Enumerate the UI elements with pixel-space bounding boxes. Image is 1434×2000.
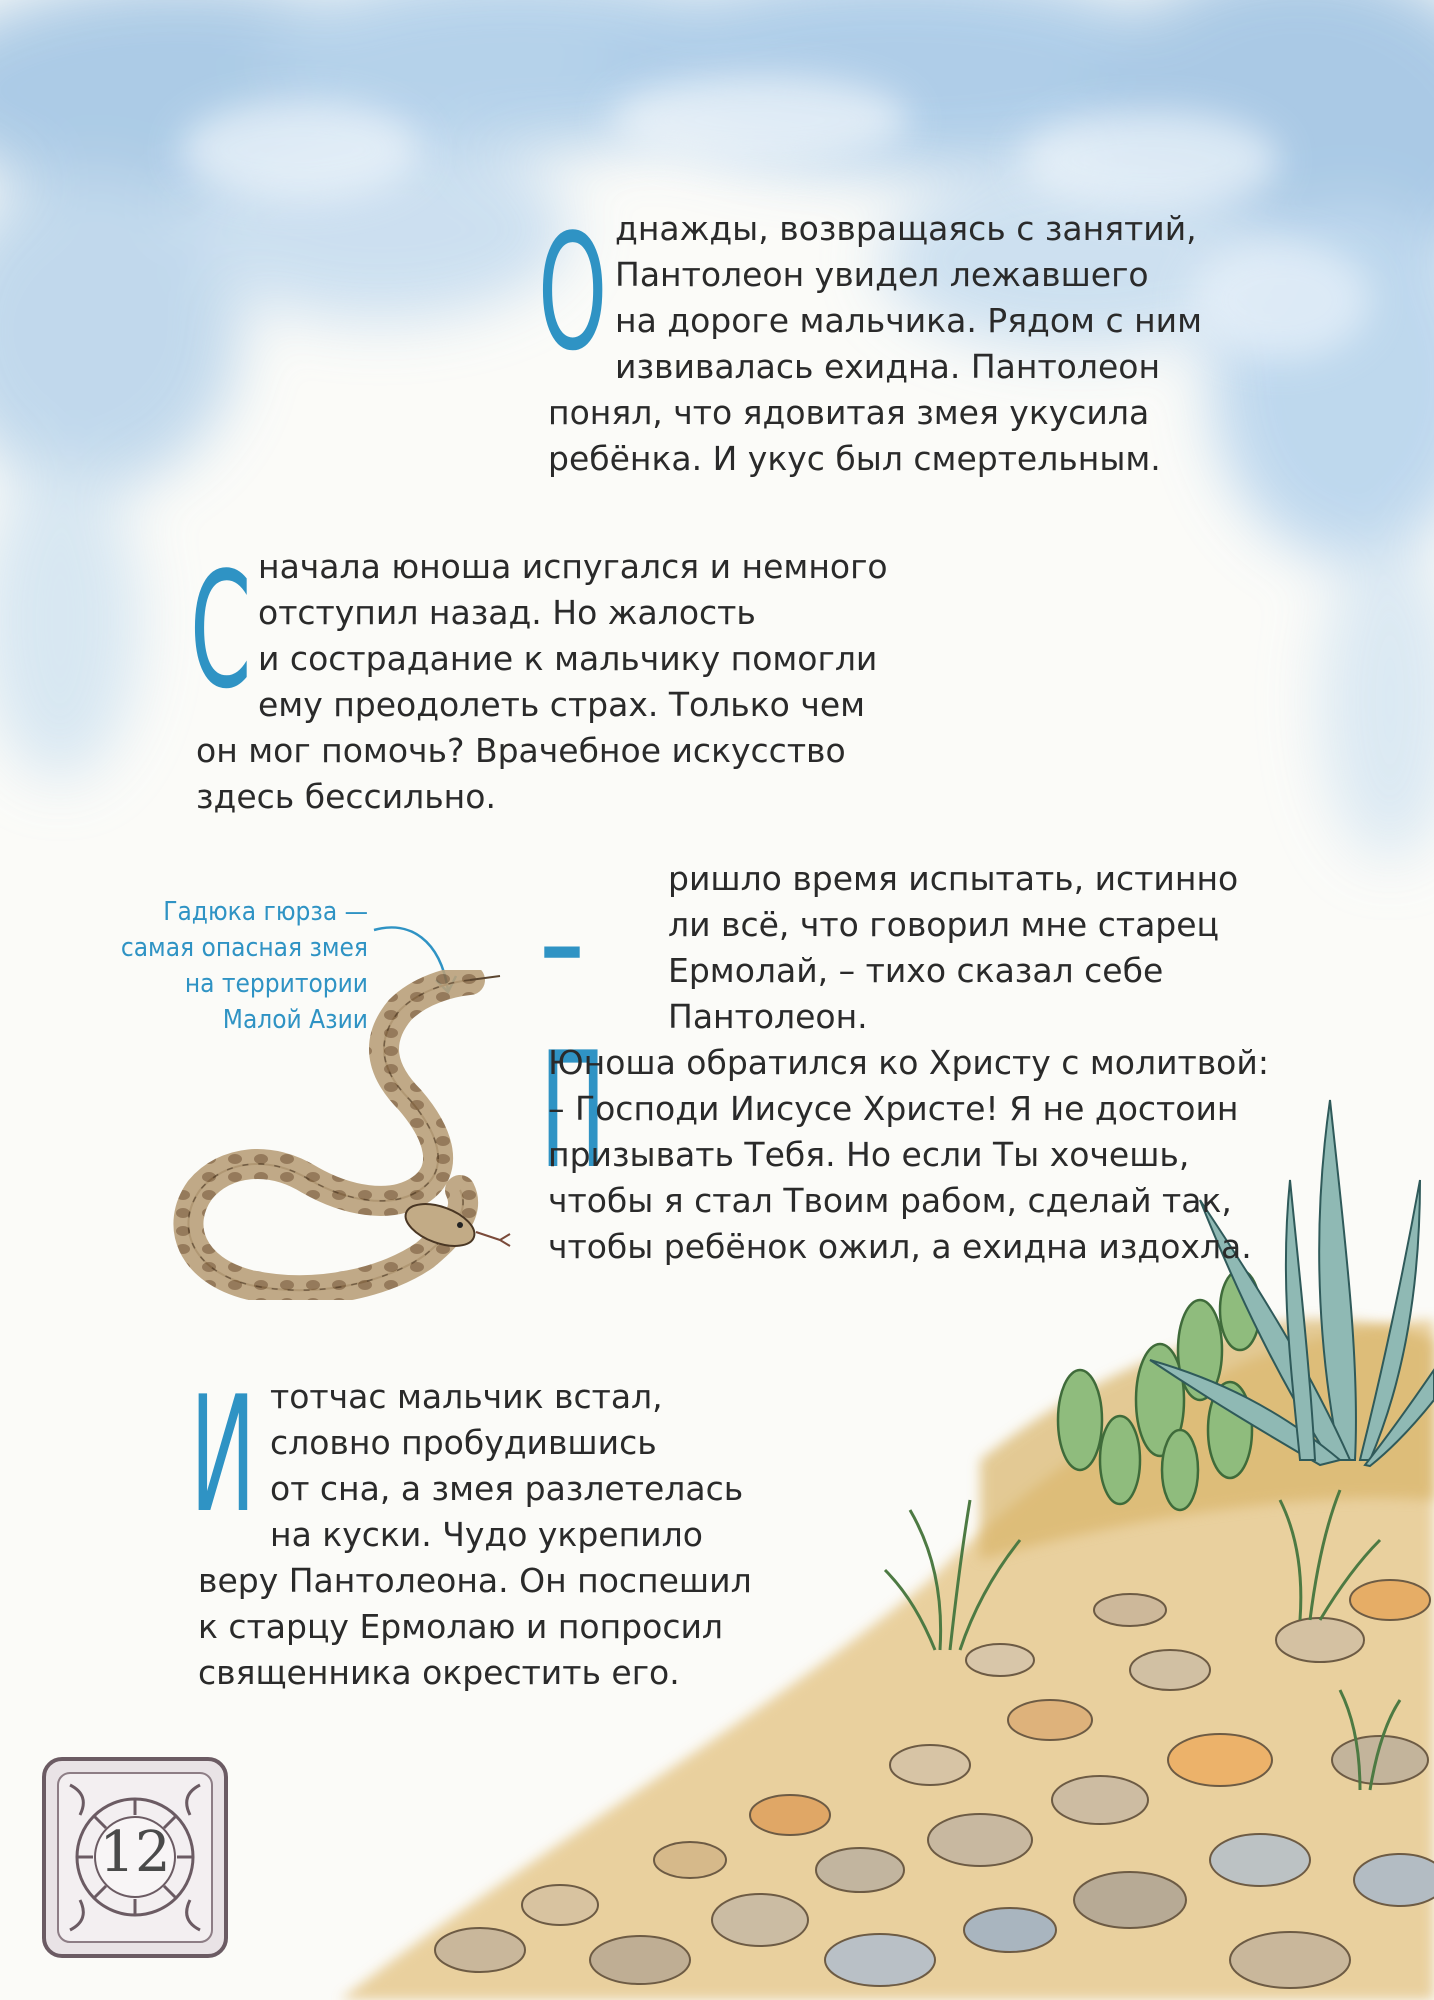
text-line: веру Пантолеона. Он поспешил: [198, 1561, 752, 1600]
text-line: Юноша обратился ко Христу с молитвой:: [548, 1043, 1269, 1082]
text-line: здесь бессильно.: [196, 777, 496, 816]
text-line: от сна, а змея разлетелась: [270, 1469, 744, 1508]
text-line: на куски. Чудо укрепило: [270, 1515, 703, 1554]
text-line: к старцу Ермолаю и попросил: [198, 1607, 724, 1646]
text-line: Ермолай, – тихо сказал себе: [668, 951, 1164, 990]
text-line: ришло время испытать, истинно: [668, 859, 1239, 898]
text-line: он мог помочь? Врачебное искусство: [196, 731, 846, 770]
text-line: ли всё, что говорил мне старец: [668, 905, 1220, 944]
drop-cap-s: С: [190, 537, 252, 724]
text-line: и сострадание к мальчику помогли: [258, 639, 878, 678]
text-line: тотчас мальчик встал,: [270, 1377, 663, 1416]
drop-cap-p: – П: [540, 847, 607, 1204]
text-line: отступил назад. Но жалость: [258, 593, 756, 632]
text-line: ребёнка. И укус был смертельным.: [548, 439, 1161, 478]
text-line: извивалась ехидна. Пантолеон: [615, 347, 1161, 386]
snake-illustration: [170, 970, 560, 1300]
text-line: чтобы я стал Твоим рабом, сделай так,: [548, 1181, 1232, 1220]
text-line: словно пробудившись: [270, 1423, 657, 1462]
text-line: – Господи Иисусе Христе! Я не достоин: [548, 1089, 1239, 1128]
caption-line: на территории: [184, 969, 368, 999]
caption-line: самая опасная змея: [120, 933, 368, 963]
text-line: днажды, возвращаясь с занятий,: [615, 209, 1197, 248]
text-line: призывать Тебя. Но если Ты хочешь,: [548, 1135, 1190, 1174]
text-line: начала юноша испугался и немного: [258, 547, 888, 586]
page-number: 12: [99, 1820, 171, 1885]
caption-line: Гадюка гюрза —: [163, 897, 368, 927]
text-line: Пантолеон увидел лежавшего: [615, 255, 1149, 294]
text-line: понял, что ядовитая змея укусила: [548, 393, 1150, 432]
text-line: чтобы ребёнок ожил, а ехидна издохла.: [548, 1227, 1252, 1266]
drop-cap-o: О: [538, 199, 608, 386]
text-line: священника окрестить его.: [198, 1653, 680, 1692]
caption-line: Малой Азии: [222, 1005, 368, 1035]
text-line: на дороге мальчика. Рядом с ним: [615, 301, 1202, 340]
drop-cap-i: И: [190, 1361, 256, 1548]
text-line: ему преодолеть страх. Только чем: [258, 685, 866, 724]
text-line: Пантолеон.: [668, 997, 868, 1036]
